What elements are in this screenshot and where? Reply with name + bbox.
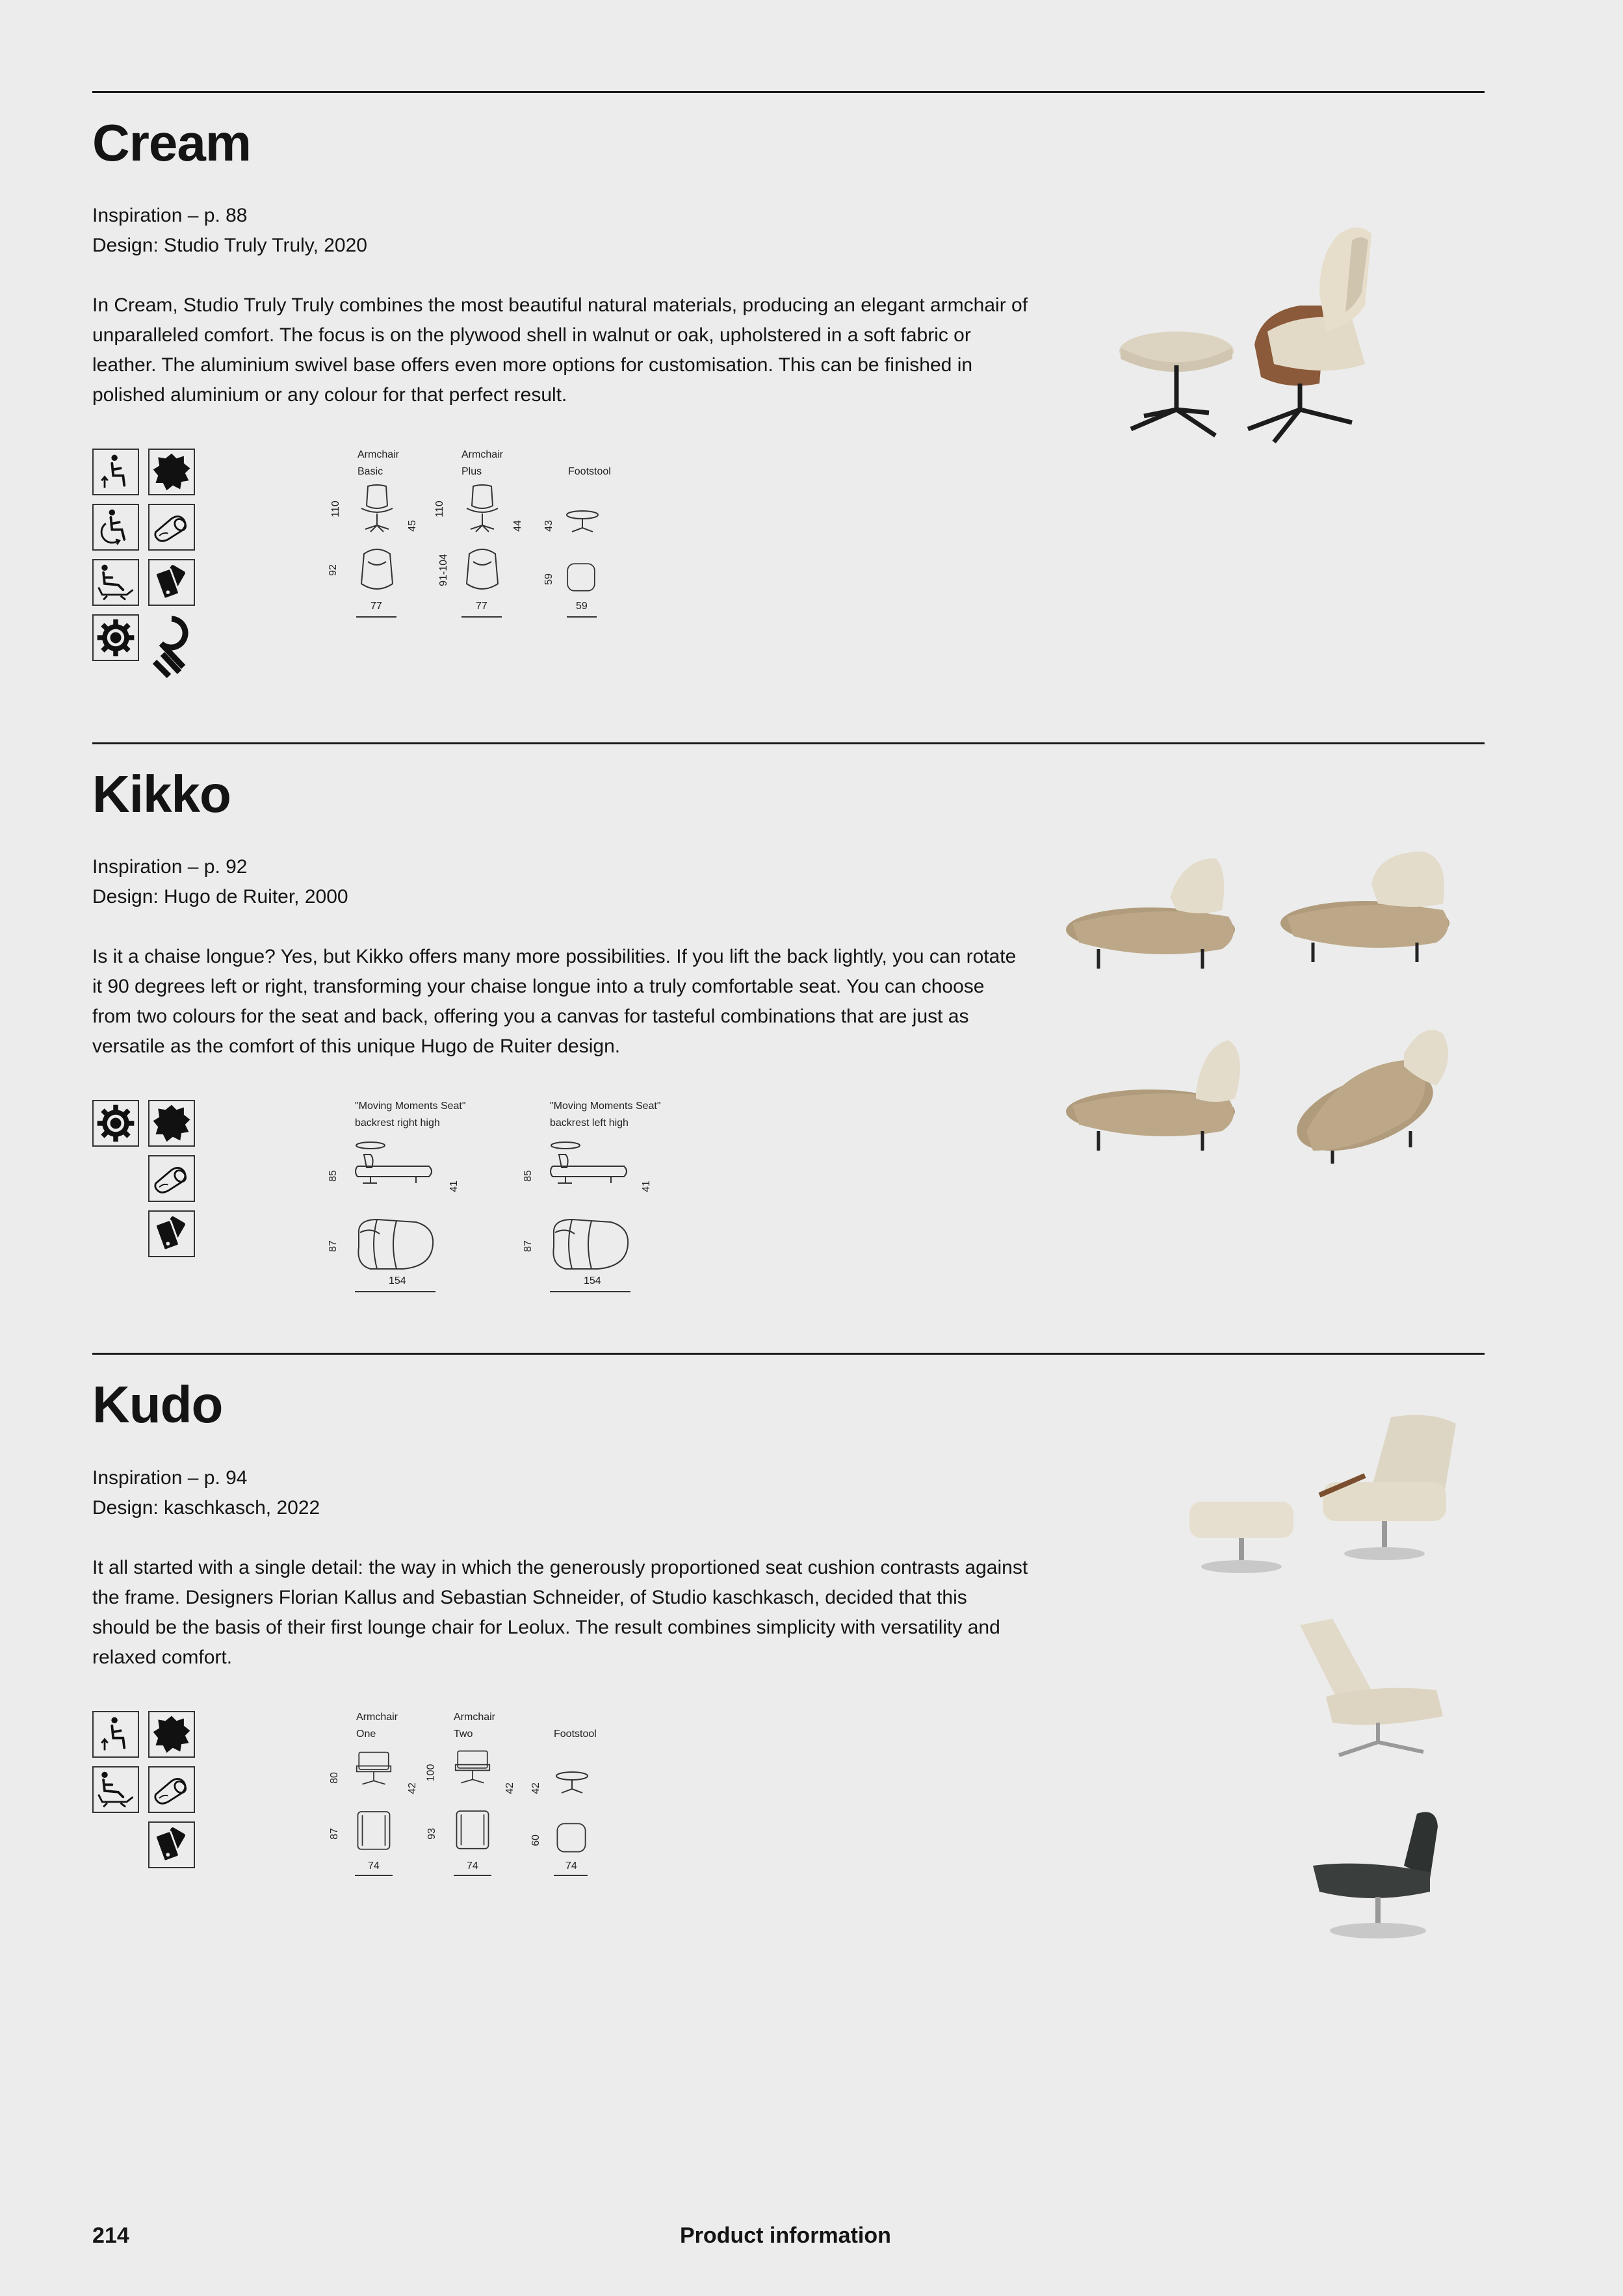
width-line [355,1291,435,1292]
side-view-drawing [546,1139,630,1191]
colour-swatch-icon [148,559,195,606]
variant-label-line1: "Moving Moments Seat" [550,1101,661,1112]
depth-dimension: 87 [327,1240,339,1252]
side-view-drawing [351,1139,435,1191]
gear-icon [92,614,139,661]
variant-label-line1: "Moving Moments Seat" [355,1101,466,1112]
variant-label-line1: Armchair [454,1712,496,1723]
variant-label-line1: Armchair [356,1712,398,1723]
top-view-drawing [546,1214,630,1273]
seat-height-dimension: 45 [406,520,418,532]
seat-height-dimension: 42 [504,1782,515,1794]
side-view-drawing [450,1745,495,1790]
seat-height-dimension: 41 [640,1181,652,1192]
width-line [461,616,502,618]
width-line [567,616,597,618]
depth-dimension: 91-104 [437,554,449,586]
height-dimension: 110 [434,501,445,517]
variant-label-line2: Two [454,1729,473,1740]
width-dimension: 74 [565,1860,577,1872]
fabric-roll-icon [148,1766,195,1813]
side-view-drawing [456,482,508,534]
height-dimension: 43 [543,520,554,532]
product-title: Kudo [92,1376,223,1433]
product-title: Cream [92,114,252,172]
colour-swatch-icon [148,1210,195,1257]
side-view-drawing [351,482,403,534]
seat-height-dimension: 41 [448,1181,460,1192]
depth-dimension: 59 [543,573,554,585]
width-dimension: 77 [370,601,382,612]
variant-label-line2: Footstool [554,1729,597,1740]
variant-label-line2: Basic [357,466,383,477]
top-view-drawing [351,545,403,597]
leather-hide-icon [148,449,195,495]
top-view-drawing [456,545,508,597]
product-title: Kikko [92,765,231,823]
width-dimension: 74 [368,1860,380,1872]
variant-label-line2: Plus [461,466,482,477]
top-view-drawing [554,1820,589,1855]
depth-dimension: 60 [530,1834,541,1846]
width-dimension: 59 [576,601,588,612]
top-view-drawing [351,1214,435,1273]
inspiration-ref: Inspiration – p. 94 [92,1467,248,1489]
width-line [355,1875,393,1876]
height-dimension: 42 [530,1782,541,1794]
depth-dimension: 87 [328,1828,340,1840]
product-description: It all started with a single detail: the way in which the generously proportioned seat cushion contrasts against the frame. Designers Florian Kallus and Sebastian Schneider, of Studio kaschkasch, decided that this should be the basis of their first lounge chair for Leolux. The result combines simplicity with versatility and relaxed comfort. [92,1557,1028,1668]
side-view-drawing [563,508,602,534]
width-line [554,1875,588,1876]
width-dimension: 74 [467,1860,478,1872]
fabric-roll-icon [148,1155,195,1202]
width-dimension: 77 [476,601,487,612]
kudo-product-photos [1183,1411,1469,1944]
variant-label-line2: Footstool [568,466,611,477]
height-dimension: 100 [425,1764,437,1782]
variant-label-line2: One [356,1729,376,1740]
designer-credit: Design: Hugo de Ruiter, 2000 [92,886,348,907]
variant-label-line1: Armchair [357,449,400,460]
gear-icon [92,1100,139,1147]
seat-height-dimension: 44 [512,520,523,532]
kikko-product-photos [1059,845,1462,1183]
depth-dimension: 93 [426,1828,437,1840]
cream-product-photo [1105,215,1443,455]
width-dimension: 154 [389,1275,406,1286]
side-view-drawing [552,1769,591,1795]
section-divider [92,91,1485,93]
height-dimension: 80 [328,1772,340,1784]
recline-icon [92,449,139,495]
colour-swatch-icon [148,1821,195,1868]
height-dimension: 110 [330,501,341,517]
depth-dimension: 92 [327,564,339,576]
page-number: 214 [92,2223,129,2248]
footer-section-title: Product information [680,2223,891,2248]
inspiration-ref: Inspiration – p. 92 [92,856,248,878]
height-dimension: 85 [522,1170,534,1182]
top-view-drawing [564,560,598,594]
variant-label-line2: backrest right high [355,1117,440,1128]
depth-dimension: 87 [522,1240,534,1252]
width-line [356,616,396,618]
designer-credit: Design: Studio Truly Truly, 2020 [92,235,367,256]
width-line [550,1291,630,1292]
designer-credit: Design: kaschkasch, 2022 [92,1497,320,1519]
product-description: Is it a chaise longue? Yes, but Kikko offers many more possibilities. If you lift the back lightly, you can rotate it 90 degrees left or right, transforming your chaise longue into a truly comfortable seat. You can choose from two colours for the seat and back, offering you a canvas for tasteful combinations that are just as versatile as the comfort of this unique Hugo de Ruiter design. [92,946,1017,1057]
variant-label-line2: backrest left high [550,1117,629,1128]
width-dimension: 154 [584,1275,601,1286]
top-view-drawing [351,1807,396,1853]
height-dimension: 85 [327,1170,339,1182]
product-description: In Cream, Studio Truly Truly combines the most beautiful natural materials, producing an elegant armchair of unparalleled comfort. The focus is on the plywood shell in walnut or oak, upholstered in a soft fabric or leather. The aluminium swivel base offers even more options for customisation. This can be finished in polished aluminium or any colour for that perfect result. [92,294,1028,406]
leather-hide-icon [148,1711,195,1758]
inspiration-ref: Inspiration – p. 88 [92,205,248,226]
seat-height-dimension: 42 [406,1782,418,1794]
wheelchair-swivel-icon [92,504,139,551]
recliner-icon [92,1766,139,1813]
width-line [454,1875,491,1876]
recliner-icon [92,559,139,606]
section-divider [92,742,1485,744]
side-view-drawing [351,1749,396,1789]
leather-hide-icon [148,1100,195,1147]
variant-label-line1: Armchair [461,449,504,460]
section-divider [92,1353,1485,1355]
fabric-roll-icon [148,504,195,551]
top-view-drawing [450,1805,495,1854]
leolux-logo-icon [148,612,195,680]
recline-icon [92,1711,139,1758]
